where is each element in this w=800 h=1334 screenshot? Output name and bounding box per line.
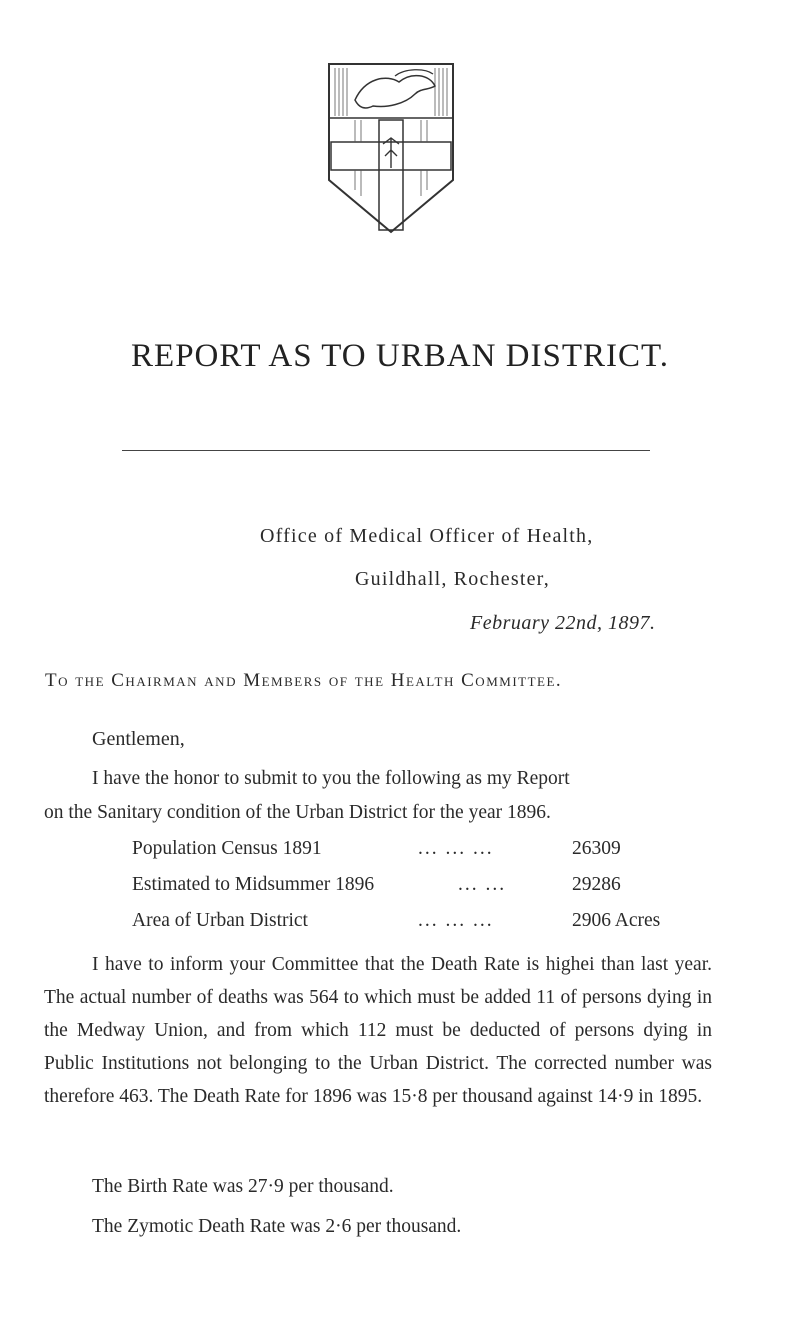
birth-rate-line: The Birth Rate was 27·9 per thousand. bbox=[92, 1176, 394, 1197]
stat-row-area bbox=[132, 910, 712, 940]
stat-value: 29286 bbox=[572, 874, 621, 895]
stat-value: 2906 Acres bbox=[572, 910, 661, 931]
stat-row-estimate bbox=[132, 874, 712, 904]
intro-line-2: on the Sanitary condition of the Urban District for the year 1896. bbox=[44, 802, 551, 823]
office-line: Office of Medical Officer of Health, bbox=[260, 525, 594, 547]
rochester-crest-icon bbox=[325, 60, 457, 236]
stat-label: Population Census 1891 bbox=[132, 838, 322, 859]
stat-value: 26309 bbox=[572, 838, 621, 859]
addressee: To the Chairman and Members of the Health Committee. bbox=[45, 670, 563, 691]
page-title: REPORT AS TO URBAN DISTRICT. bbox=[131, 338, 669, 374]
stat-leader: ... ... bbox=[458, 874, 507, 895]
address-line: Guildhall, Rochester, bbox=[355, 568, 550, 590]
stat-row-population bbox=[132, 838, 712, 868]
intro-line-1: I have the honor to submit to you the following as my Report bbox=[92, 768, 570, 789]
death-rate-paragraph: I have to inform your Committee that the Death Rate is highei than last year. The actual number of deaths was 564 to which must be added 11 of persons dying in the Medway Union, and from which 112 must be deducted of persons dying in Public Institutions not belonging to the Urban District. The corrected number was therefore 463. The Death Rate for 1896 was 15·8 per thousand against 14·9 in 1895. bbox=[44, 954, 712, 1107]
zymotic-rate-line: The Zymotic Death Rate was 2·6 per thousand. bbox=[92, 1216, 462, 1237]
divider bbox=[122, 450, 650, 451]
stat-leader: ... ... ... bbox=[418, 838, 494, 859]
stat-leader: ... ... ... bbox=[418, 910, 494, 931]
stat-label: Estimated to Midsummer 1896 bbox=[132, 874, 375, 895]
salutation: Gentlemen, bbox=[92, 728, 185, 750]
report-date: February 22nd, 1897. bbox=[470, 612, 656, 634]
stat-label: Area of Urban District bbox=[132, 910, 308, 931]
